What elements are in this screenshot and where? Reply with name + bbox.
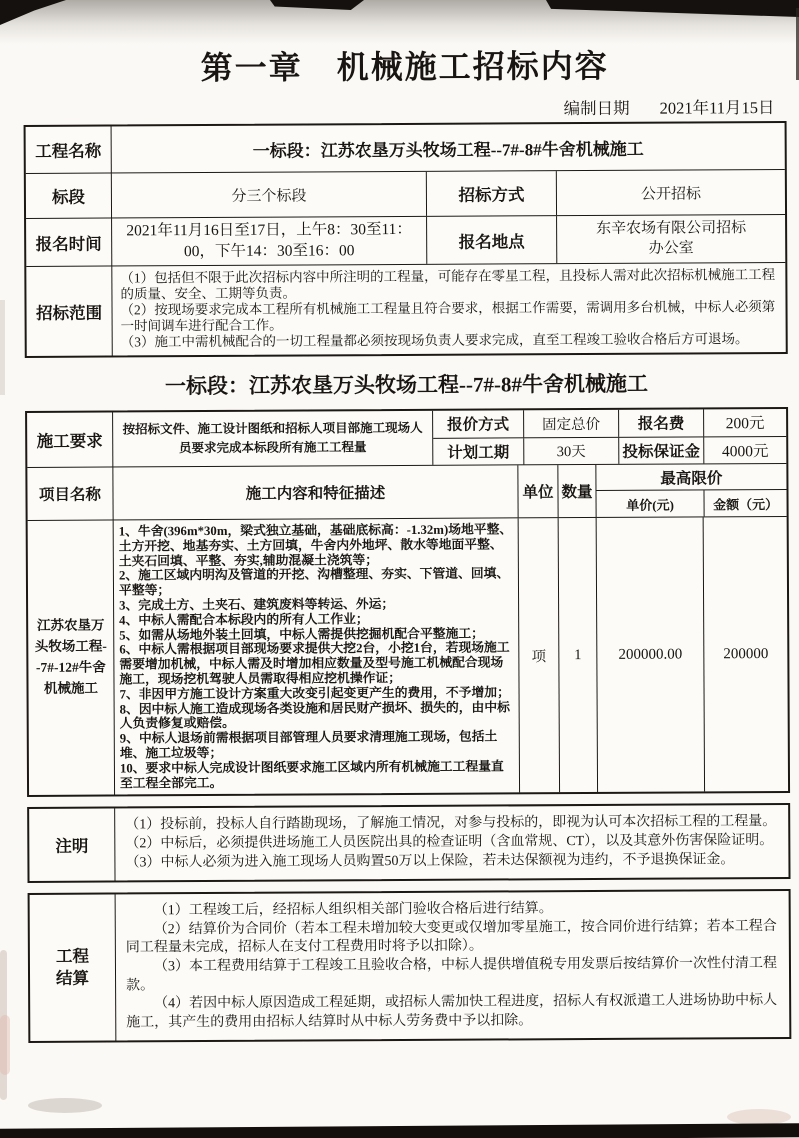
bill-unit: 项 [518,518,559,793]
bid-scope-label: 招标范围 [35,303,103,323]
settlement-body [115,891,790,1041]
table-row [433,435,786,464]
signup-time-value: 2021年11月16日至17日，上午8：30至11：00，下午14：30至16：00 [111,217,426,266]
header-amount: 金额（元） [703,490,786,516]
bid-scope-item: （3）施工中需机械配合的一切工程量都必须按现场负责人要求完成，直至工程竣工验收合格后方可退场。 [120,331,749,350]
deposit-value: 4000元 [703,436,786,463]
compile-date-value: 2021年11月15日 [659,98,775,118]
notes-body [114,805,788,880]
deposit-label: 投标保证金 [618,437,703,464]
quote-info-grid [432,409,786,465]
header-unit: 单位 [517,465,557,517]
project-name-value: 一标段：江苏农垦万头牧场工程--7#-8#牛舍机械施工 [111,123,785,173]
description-item: 3、完成土方、土夹石、建筑废料等转运、外运； [119,597,395,613]
bid-scope-body [111,263,785,356]
bill-quantity: 1 [558,518,597,793]
bill-header-row [27,463,786,520]
header-max-price: 最高限价 [596,464,786,491]
construction-requirement-row [27,409,786,467]
bid-method-value: 公开招标 [556,170,785,215]
description-item: 2、施工区域内明沟及管道的开挖、沟槽整理、夯实、下管道、回填、平整等； [118,566,510,598]
bid-scope-item: （1）包括但不限于此次招标内容中所注明的工程量，可能存在零星工程，且投标人需对此次招标机械施工工程的质量、安全、工期等负责。 [120,267,776,302]
construction-bill-table [25,407,790,797]
settlement-item: （2）结算价为合同价（若本工程未增加较大变更或仅增加零星施工，按合同价进行结算；若本工程合同工程量未完成，招标人在支付工程费用时将予以扣除）。 [125,918,777,956]
description-item: 1、牛舍(396m*30m，梁式独立基础，基础底标高：-1.32m)场地平整、土方开挖、地基夯实、土方回填，牛舍内外地坪、散水等地面平整、土夹石回填、平整、夯实,辅助混凝土浇筑等； [118,522,513,569]
settlement-item: （1）工程竣工后，经招标人组织相关部门验收合格后进行结算。 [153,901,553,919]
settlement-item: （4）若因中标人原因造成工程延期，或招标人需加快工程进度，招标人有权派遣工人进场协助中标人施工，其产生的费用由招标人结算时从中标人劳务费中予以扣除。 [126,993,778,1031]
bid-scope-item: （2）按现场要求完成本工程所有机械施工工程量且符合要求，根据工作需要，需调用多台机械，中标人必须第一时间调车进行配合工作。 [120,299,776,334]
construction-requirement-text: 按招标文件、施工设计图纸和招标人项目部施工现场人员要求完成本标段所有施工工程量 [112,411,432,467]
duration-value: 30天 [523,437,618,464]
description-item: 5、如需从场地外装土回填，中标人需提供挖掘机配合平整施工； [119,626,484,643]
project-info-table [24,121,788,358]
signup-place-value: 东辛农场有限公司招标 办公室 [556,215,785,263]
header-item-name: 项目名称 [38,486,102,504]
settlement-table [28,889,792,1043]
settlement-item: （3）本工程费用结算于工程竣工且验收合格，中标人提供增值税专用发票后按结算价一次性付清工程款。 [126,955,778,993]
header-description: 施工内容和特征描述 [112,465,517,519]
table-row [26,169,785,218]
compile-date-label: 编制日期 [563,98,630,119]
description-item: 4、中标人需配合本标段内的所有人工作业； [119,611,369,628]
table-row [30,891,790,1041]
settlement-label: 工程 结算 [55,946,90,989]
compile-date-line [23,94,786,122]
document-content [23,40,791,1043]
table-row [596,490,786,517]
table-row [26,214,785,266]
table-row [26,123,785,173]
header-quantity: 数量 [557,465,595,517]
signup-fee-label: 报名费 [618,409,703,436]
bill-amount: 200000 [703,517,788,792]
project-name-label: 工程名称 [35,141,102,161]
section-value: 分三个标段 [111,172,426,218]
duration-label: 计划工期 [447,444,510,462]
signup-place-label: 报名地点 [426,216,556,264]
section-label: 标段 [51,187,85,207]
bid-method-label: 招标方式 [426,171,556,216]
table-row [433,409,786,437]
signup-fee-value: 200元 [703,409,786,436]
construction-requirement-label: 施工要求 [36,431,103,451]
section-title: 一标段：江苏农垦万头牧场工程--7#-8#牛舍机械施工 [164,371,648,399]
note-item: （2）中标后，必须提供进场施工人员医院出具的检查证明（含血常规、CT），以及其意外伤害保险证明。 [125,832,774,852]
description-item: 10、要求中标人完成设计图纸要求施工区域内所有机械施工工程量直至工程全部完工。 [119,759,504,791]
description-item: 9、中标人退场前需根据项目部管理人员要求清理施工现场，包括土堆、施工垃圾等； [119,729,498,761]
bill-description-list [113,518,519,794]
quote-method-value: 固定总价 [523,410,618,437]
bill-unit-price: 200000.00 [596,517,704,792]
note-item: （1）投标前，投标人自行踏勘现场，了解施工情况，对参与投标的，即视为认可本次招标工程的工程量。 [125,814,777,833]
description-item: 6、中标人需根据项目部现场要求提供大挖2台，小挖1台，若现场施工需要增加机械，中标人需及时增加相应数量及型号施工机械配合现场施工，现场挖机驾驶人员需取得相应挖机操作证； [119,640,510,687]
note-item: （3）中标人必须为进入施工现场人员购置50万以上保险，若未达保额视为违约，不予退换保证金。 [125,851,735,870]
quote-method-label: 报价方式 [447,416,510,435]
table-row [26,262,785,356]
bill-data-row [28,516,788,795]
bill-item-name: 江苏农垦万头牧场工程--7#-12#牛舍机械施工 [34,617,107,696]
page-title: 第一章 机械施工招标内容 [200,47,609,87]
table-row [29,805,788,881]
header-unit-price: 单价(元) [626,497,674,513]
description-item: 8、因中标人施工造成现场各类设施和居民财产损坏、损失的，由中标人负责修复或赔偿。 [119,699,510,731]
description-item: 7、非因甲方施工设计方案重大改变引起变更产生的费用，不予增加； [119,685,510,702]
signup-time-label: 报名时间 [35,234,102,254]
notes-table [27,803,790,883]
header-max-price-group [595,464,786,517]
notes-label: 注明 [55,836,89,857]
